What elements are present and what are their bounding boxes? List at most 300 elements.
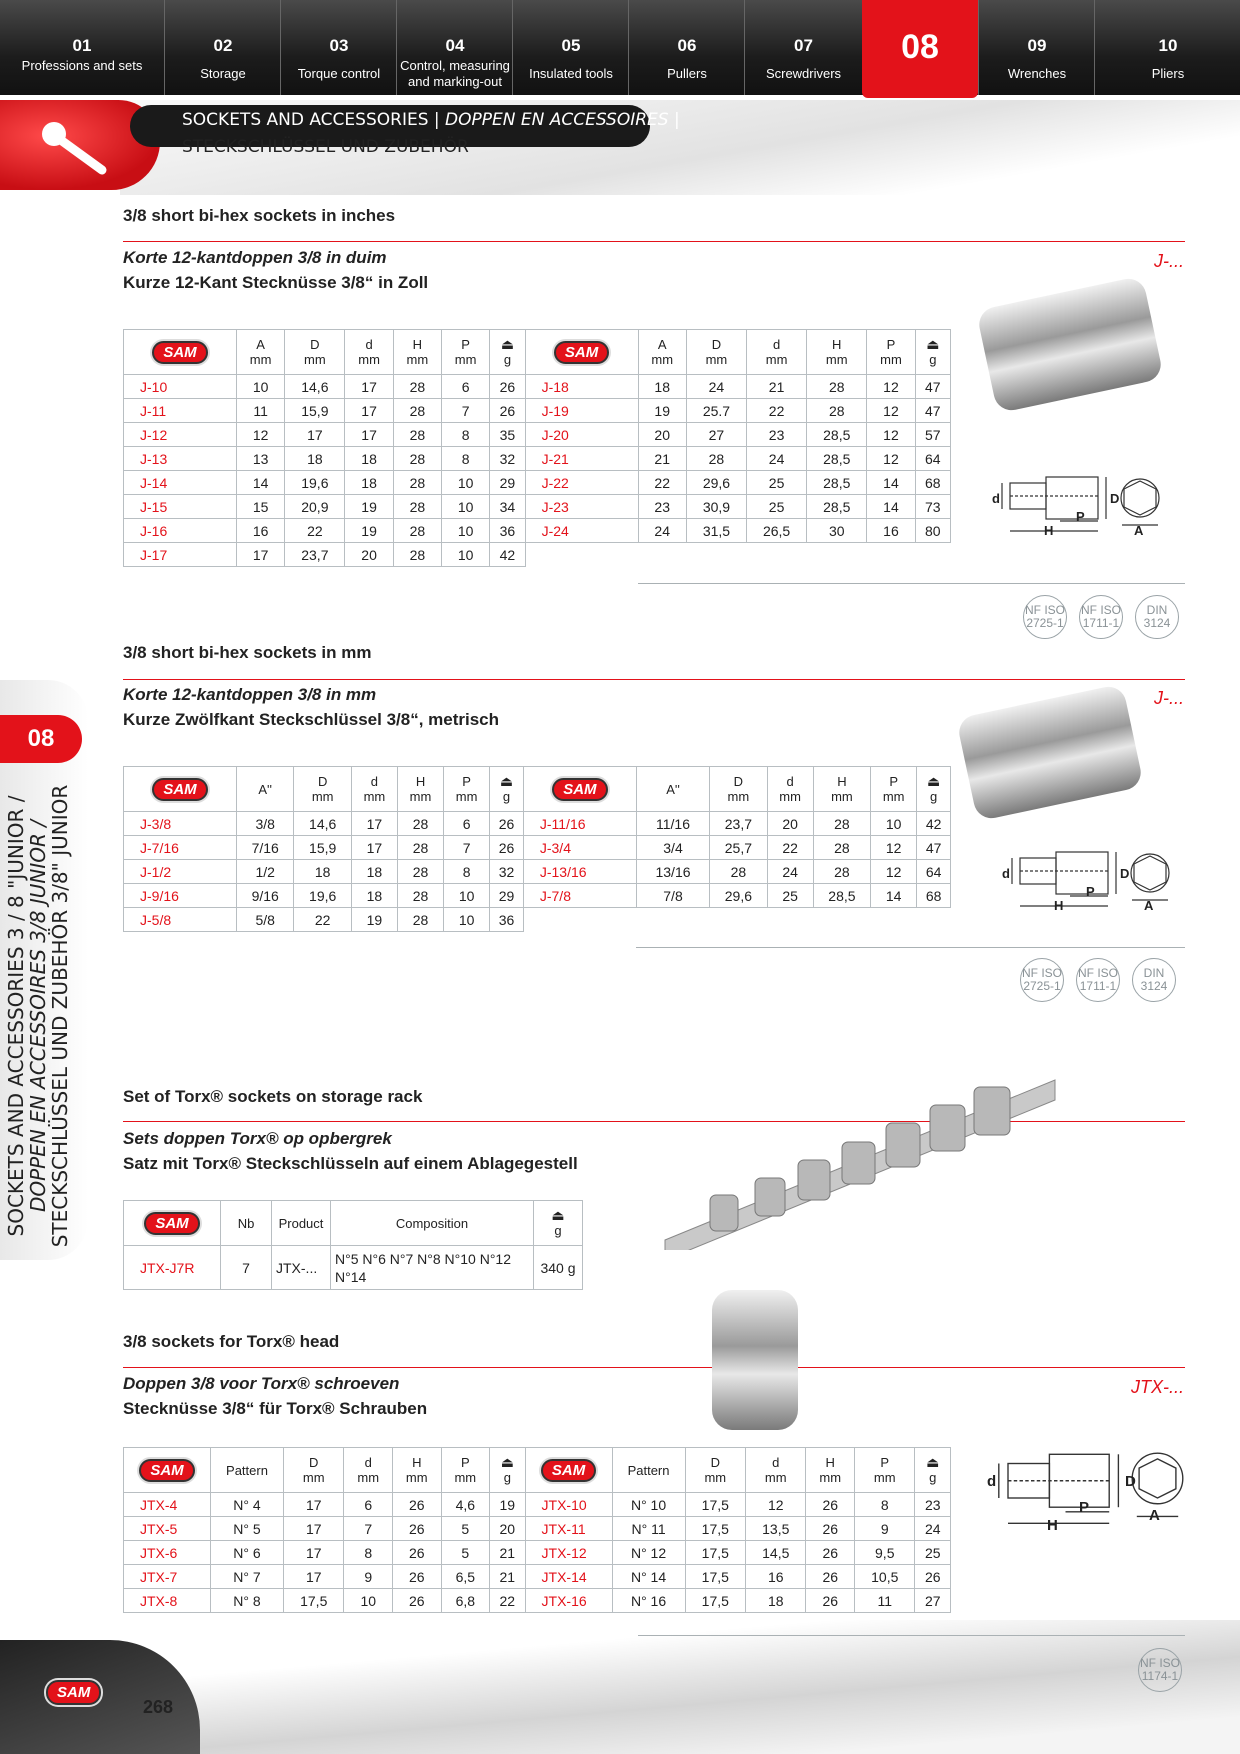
product-code: J-15: [124, 495, 237, 519]
cell: N° 10: [612, 1493, 685, 1517]
cell: 19: [490, 1493, 525, 1517]
col-header: P mm: [444, 767, 490, 812]
cell: 36: [490, 908, 524, 932]
cell: 9: [855, 1517, 915, 1541]
section4-title-de: Stecknüsse 3/8“ für Torx® Schrauben: [123, 1399, 428, 1418]
cell: 23: [915, 1493, 951, 1517]
dimension-label-H: H: [1044, 523, 1054, 538]
nav-tab-number: 08: [901, 28, 939, 66]
cell: 14,6: [285, 375, 345, 399]
cell: 26: [490, 836, 524, 860]
cell: 14,5: [746, 1541, 806, 1565]
brand-logo-cell: [124, 1448, 211, 1493]
col-header: P mm: [867, 330, 915, 375]
product-code: JTX-16: [525, 1589, 612, 1613]
socket-wrench-icon: [32, 112, 122, 182]
product-code: J-16: [124, 519, 237, 543]
cell: 21: [638, 447, 686, 471]
section2-table: [123, 766, 951, 932]
cell: 28: [397, 812, 443, 836]
cell: 1/2: [237, 860, 294, 884]
section1-title-nl: Korte 12-kantdoppen 3/8 in duim: [123, 248, 387, 267]
weight-icon: ⏏: [926, 773, 941, 789]
cell: 68: [917, 884, 951, 908]
product-code: J-13: [124, 447, 237, 471]
cell: 25: [747, 495, 807, 519]
cell: 14: [867, 471, 915, 495]
brand-logo-cell: [124, 1201, 221, 1246]
cell: 22: [767, 836, 813, 860]
cell: 14,6: [294, 812, 351, 836]
nav-tab-number: 02: [213, 36, 233, 55]
cell: 18: [351, 884, 397, 908]
product-code: J-5/8: [124, 908, 237, 932]
table-row: [124, 399, 951, 423]
dimension-label-H: H: [1047, 1517, 1058, 1534]
cell: 19,6: [285, 471, 345, 495]
cell: 24: [915, 1517, 951, 1541]
cell: 17: [284, 1493, 344, 1517]
col-header: Nb: [221, 1201, 272, 1246]
cell: 10: [871, 812, 917, 836]
cell: 18: [294, 860, 351, 884]
cell: N° 12: [612, 1541, 685, 1565]
table-row: [124, 423, 951, 447]
nav-tab-number: 05: [561, 36, 581, 55]
cell: 8: [442, 423, 490, 447]
cell: 10,5: [855, 1565, 915, 1589]
product-code: J-13/16: [523, 860, 636, 884]
footer-sam-logo: SAM: [46, 1680, 101, 1705]
cell: 17,5: [685, 1493, 745, 1517]
nav-tab-07[interactable]: [744, 0, 862, 95]
section2-title-nl: Korte 12-kantdoppen 3/8 in mm: [123, 685, 377, 704]
nav-tab-label: Professions and sets: [21, 58, 143, 73]
cell: 10: [442, 519, 490, 543]
col-header: D mm: [285, 330, 345, 375]
cell: 21: [490, 1541, 525, 1565]
weight-icon: ⏏: [926, 1454, 940, 1470]
cell: 27: [686, 423, 746, 447]
section2-reference: J-...: [1154, 688, 1184, 708]
torx-socket-dimension-diagram: [985, 1452, 1200, 1564]
table-row: [124, 1541, 951, 1565]
product-code: JTX-14: [525, 1565, 612, 1589]
cell: 8: [444, 860, 490, 884]
cell: N° 7: [211, 1565, 284, 1589]
weight-header: ⏏ g: [915, 330, 950, 375]
product-code: J-18: [525, 375, 638, 399]
product-code: JTX-J7R: [124, 1246, 221, 1290]
cell: 6: [444, 812, 490, 836]
cell: 32: [490, 447, 525, 471]
col-header: A mm: [638, 330, 686, 375]
cell: 68: [915, 471, 950, 495]
cell: 28: [710, 860, 767, 884]
cell: 17,5: [685, 1517, 745, 1541]
divider: [638, 1635, 1185, 1636]
cell: 25: [767, 884, 813, 908]
table-row: [124, 1565, 951, 1589]
dimension-label-d: d: [992, 491, 1000, 506]
cell: 20: [638, 423, 686, 447]
cell: 17: [345, 423, 393, 447]
standard-badge: DIN 3124: [1132, 958, 1176, 1002]
product-code: J-3/4: [523, 836, 636, 860]
cell: 340 g: [534, 1246, 583, 1290]
cell: 28: [807, 375, 867, 399]
col-header: H mm: [807, 330, 867, 375]
sam-logo: SAM: [152, 778, 207, 801]
product-code: J-24: [525, 519, 638, 543]
col-header: A'': [636, 767, 709, 812]
weight-icon: ⏏: [499, 773, 514, 789]
nav-tab-06[interactable]: [628, 0, 745, 95]
product-code: JTX-8: [124, 1589, 211, 1613]
cell: 6,8: [441, 1589, 490, 1613]
cell: 26: [490, 812, 524, 836]
cell: 18: [638, 375, 686, 399]
cell: 80: [915, 519, 950, 543]
cell: 26: [806, 1565, 855, 1589]
cell: 23,7: [710, 812, 767, 836]
empty-cell: [525, 543, 638, 567]
cell: 26: [393, 1565, 442, 1589]
empty-cell: [686, 543, 746, 567]
cell: 11: [237, 399, 285, 423]
product-code: J-21: [525, 447, 638, 471]
cell: 19,6: [294, 884, 351, 908]
cell: 11: [855, 1589, 915, 1613]
dimension-label-A: A: [1144, 898, 1154, 913]
empty-cell: [747, 543, 807, 567]
cell: 4,6: [441, 1493, 490, 1517]
cell: 6: [344, 1493, 393, 1517]
page-number: 268: [143, 1697, 174, 1717]
cell: 18: [351, 860, 397, 884]
cell: 18: [746, 1589, 806, 1613]
cell: 32: [490, 860, 524, 884]
chapter-navigation: [0, 0, 1240, 95]
section3-title-de: Satz mit Torx® Steckschlüsseln auf einem Ablagegestell: [123, 1154, 578, 1173]
nav-tab-label: Insulated tools: [529, 66, 613, 81]
cell: 23: [638, 495, 686, 519]
cell: 18: [345, 447, 393, 471]
product-code: J-7/8: [523, 884, 636, 908]
cell: 7: [444, 836, 490, 860]
table-row: [124, 375, 951, 399]
col-header: d mm: [767, 767, 813, 812]
cell: 8: [344, 1541, 393, 1565]
cell: 28: [813, 860, 870, 884]
socket-dimension-diagram: [1000, 850, 1200, 920]
cell: 25: [915, 1541, 951, 1565]
cell: 26: [806, 1493, 855, 1517]
cell: 26: [806, 1589, 855, 1613]
divider: [636, 947, 1185, 948]
section1-reference: J-...: [1154, 251, 1184, 271]
standard-badge: NF ISO 2725-1: [1023, 595, 1067, 639]
bi-hex-socket-image: [976, 275, 1164, 413]
empty-cell: [636, 908, 709, 932]
cell: 29: [490, 884, 524, 908]
cell: 19: [638, 399, 686, 423]
cell: 15,9: [285, 399, 345, 423]
weight-icon: ⏏: [500, 1454, 514, 1470]
cell: 10: [442, 543, 490, 567]
table-row: [124, 836, 951, 860]
nav-tab-09[interactable]: [978, 0, 1095, 95]
divider: [638, 583, 1185, 584]
nav-tab-04[interactable]: [396, 0, 513, 95]
cell: 28: [393, 543, 441, 567]
cell: 28: [807, 399, 867, 423]
product-code: J-11/16: [523, 812, 636, 836]
cell: 12: [746, 1493, 806, 1517]
section3-title-nl: Sets doppen Torx® op opbergrek: [123, 1129, 392, 1148]
torx-socket-image: [712, 1290, 798, 1430]
socket-dimension-diagram: [990, 475, 1210, 545]
col-header: Product: [272, 1201, 331, 1246]
cell: 47: [917, 836, 951, 860]
cell: 13: [237, 447, 285, 471]
cell: 24: [747, 447, 807, 471]
col-header: D mm: [710, 767, 767, 812]
cell: 12: [867, 447, 915, 471]
cell: 64: [917, 860, 951, 884]
cell: N° 5: [211, 1517, 284, 1541]
empty-cell: [523, 908, 636, 932]
nav-tab-10[interactable]: [1094, 0, 1240, 95]
table-row: [124, 519, 951, 543]
dimension-label-D: D: [1120, 866, 1130, 881]
nav-tab-label: Torque control: [297, 66, 381, 81]
brand-logo-cell: [523, 767, 636, 812]
product-code: J-3/8: [124, 812, 237, 836]
cell: 17: [345, 375, 393, 399]
cell: 14: [867, 495, 915, 519]
table-row: [124, 884, 951, 908]
cell: JTX-...: [272, 1246, 331, 1290]
section4-title-nl: Doppen 3/8 voor Torx® schroeven: [123, 1374, 400, 1393]
section1-rule: [123, 241, 1185, 242]
cell: N° 6: [211, 1541, 284, 1565]
col-header: P mm: [441, 1448, 490, 1493]
cell: 17: [284, 1565, 344, 1589]
cell: 22: [747, 399, 807, 423]
cell: 24: [767, 860, 813, 884]
product-code: J-20: [525, 423, 638, 447]
cell: 13,5: [746, 1517, 806, 1541]
table-row: [124, 1517, 951, 1541]
cell: 5: [441, 1541, 490, 1565]
nav-tab-08[interactable]: [862, 0, 978, 98]
cell: 17,5: [685, 1589, 745, 1613]
sam-logo: SAM: [139, 1459, 194, 1482]
cell: 20,9: [285, 495, 345, 519]
cell: 19: [351, 908, 397, 932]
col-header: H mm: [813, 767, 870, 812]
dimension-label-D: D: [1125, 1473, 1136, 1490]
cell: N°5 N°6 N°7 N°8 N°10 N°12 N°14: [331, 1246, 534, 1290]
product-code: J-9/16: [124, 884, 237, 908]
cell: 19: [345, 519, 393, 543]
cell: 7: [221, 1246, 272, 1290]
standard-badge: NF ISO 1711-1: [1076, 958, 1120, 1002]
product-code: J-23: [525, 495, 638, 519]
product-code: J-14: [124, 471, 237, 495]
nav-tab-number: 03: [329, 36, 349, 55]
cell: 36: [490, 519, 525, 543]
product-code: J-12: [124, 423, 237, 447]
cell: 12: [237, 423, 285, 447]
cell: N° 16: [612, 1589, 685, 1613]
cell: 47: [915, 375, 950, 399]
empty-cell: [767, 908, 813, 932]
cell: 29,6: [686, 471, 746, 495]
standard-badge: NF ISO 2725-1: [1020, 958, 1064, 1002]
cell: 12: [867, 375, 915, 399]
cell: 28: [393, 399, 441, 423]
empty-cell: [638, 543, 686, 567]
sam-logo: SAM: [144, 1212, 199, 1235]
cell: 10: [444, 908, 490, 932]
section1-title-de: Kurze 12-Kant Stecknüsse 3/8“ in Zoll: [123, 273, 429, 292]
cell: 22: [490, 1589, 525, 1613]
nav-tab-02[interactable]: [164, 0, 281, 95]
section4-reference: JTX-...: [1131, 1377, 1184, 1397]
table-row: [124, 1493, 951, 1517]
cell: 57: [915, 423, 950, 447]
col-header: D mm: [294, 767, 351, 812]
weight-header: ⏏ g: [915, 1448, 951, 1493]
cell: 30,9: [686, 495, 746, 519]
cell: 11/16: [636, 812, 709, 836]
col-header: P mm: [855, 1448, 915, 1493]
product-code: J-19: [525, 399, 638, 423]
cell: 17: [237, 543, 285, 567]
cell: 17,5: [284, 1589, 344, 1613]
section2-rule: [123, 679, 1185, 680]
cell: 15,9: [294, 836, 351, 860]
col-header: D mm: [685, 1448, 745, 1493]
empty-cell: [917, 908, 951, 932]
cell: 21: [747, 375, 807, 399]
brand-logo-cell: [525, 1448, 612, 1493]
product-code: JTX-6: [124, 1541, 211, 1565]
brand-logo-cell: [124, 767, 237, 812]
dimension-label-D: D: [1110, 491, 1120, 506]
cell: 12: [867, 423, 915, 447]
product-code: JTX-5: [124, 1517, 211, 1541]
cell: 28,5: [807, 447, 867, 471]
cell: 10: [444, 884, 490, 908]
cell: 26: [393, 1517, 442, 1541]
empty-cell: [867, 543, 915, 567]
cell: 13/16: [636, 860, 709, 884]
cell: N° 11: [612, 1517, 685, 1541]
product-code: JTX-10: [525, 1493, 612, 1517]
cell: 26: [393, 1493, 442, 1517]
cell: 8: [855, 1493, 915, 1517]
dimension-label-d: d: [1002, 866, 1010, 881]
dimension-label-P: P: [1086, 884, 1095, 899]
col-header: d mm: [344, 1448, 393, 1493]
cell: N° 8: [211, 1589, 284, 1613]
nav-tab-05[interactable]: [512, 0, 629, 95]
nav-tab-number: 01: [72, 36, 92, 55]
cell: 27: [915, 1589, 951, 1613]
cell: N° 4: [211, 1493, 284, 1517]
cell: 9: [344, 1565, 393, 1589]
table-row: [124, 908, 951, 932]
dimension-label-A: A: [1134, 523, 1144, 538]
col-header: Pattern: [612, 1448, 685, 1493]
product-code: J-22: [525, 471, 638, 495]
table-row: [124, 860, 951, 884]
col-header: A'': [237, 767, 294, 812]
cell: 28: [397, 860, 443, 884]
brand-logo-cell: [525, 330, 638, 375]
empty-cell: [915, 543, 950, 567]
cell: 23: [747, 423, 807, 447]
cell: 22: [285, 519, 345, 543]
cell: 14: [237, 471, 285, 495]
torx-socket-rack-image: [660, 1050, 1060, 1250]
product-code: JTX-4: [124, 1493, 211, 1517]
section2-title-en: 3/8 short bi-hex sockets in mm: [123, 643, 372, 662]
cell: 28,5: [807, 423, 867, 447]
sam-logo: SAM: [552, 778, 607, 801]
cell: 14: [871, 884, 917, 908]
nav-tab-label: Screwdrivers: [765, 66, 842, 81]
cell: N° 14: [612, 1565, 685, 1589]
col-header: d mm: [351, 767, 397, 812]
weight-icon: ⏏: [551, 1207, 565, 1223]
nav-tab-label: Control, measuring and marking-out: [400, 58, 510, 89]
cell: 28: [813, 812, 870, 836]
product-code: JTX-11: [525, 1517, 612, 1541]
cell: 26: [915, 1565, 951, 1589]
product-code: J-11: [124, 399, 237, 423]
cell: 16: [746, 1565, 806, 1589]
cell: 18: [345, 471, 393, 495]
cell: 28: [393, 375, 441, 399]
cell: 19: [345, 495, 393, 519]
cell: 29: [490, 471, 525, 495]
nav-tab-number: 06: [677, 36, 697, 55]
cell: 25.7: [686, 399, 746, 423]
cell: 17,5: [685, 1541, 745, 1565]
cell: 9,5: [855, 1541, 915, 1565]
weight-header: ⏏ g: [490, 330, 525, 375]
cell: 28: [397, 908, 443, 932]
product-code: JTX-12: [525, 1541, 612, 1565]
col-header: H mm: [393, 330, 441, 375]
nav-tab-01[interactable]: [0, 0, 164, 95]
nav-tab-03[interactable]: [280, 0, 397, 95]
product-code: J-10: [124, 375, 237, 399]
section4-table: [123, 1447, 951, 1613]
cell: 22: [638, 471, 686, 495]
cell: 6,5: [441, 1565, 490, 1589]
page-title: SOCKETS AND ACCESSORIES | DOPPEN EN ACCESSOIRES |: [182, 110, 680, 130]
brand-logo-cell: [124, 330, 237, 375]
cell: 28: [686, 447, 746, 471]
cell: 10: [442, 495, 490, 519]
cell: 7: [442, 399, 490, 423]
nav-tab-number: 09: [1027, 36, 1047, 55]
